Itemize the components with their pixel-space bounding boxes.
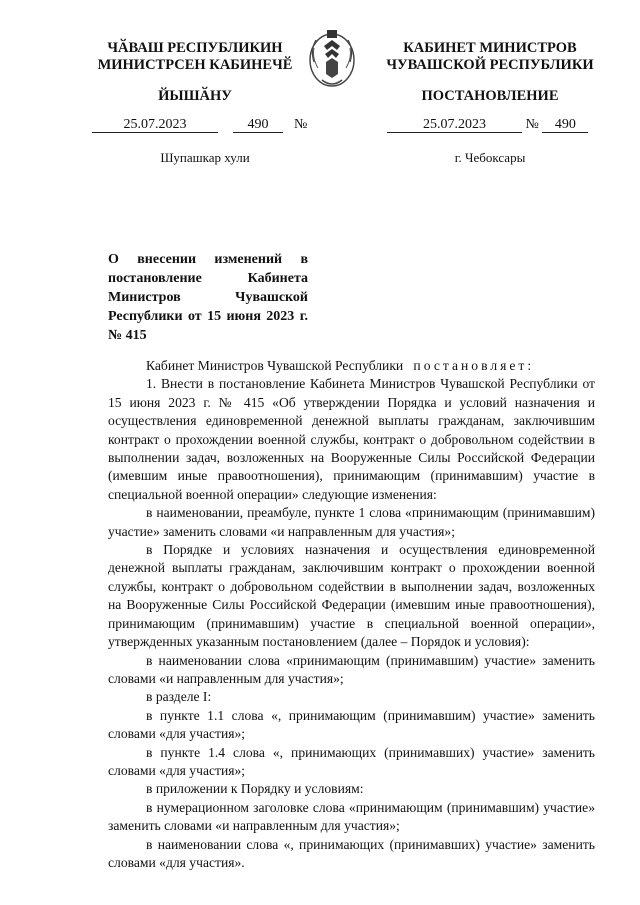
- left-document-kind: ЙЫШӐНУ: [158, 88, 232, 104]
- left-number: 490: [233, 117, 283, 133]
- right-date-number: [387, 117, 588, 135]
- right-number-sign: №: [525, 117, 539, 132]
- left-authority-header: [80, 40, 310, 74]
- paragraph: в разделе I:: [146, 689, 212, 705]
- paragraph: в наименовании слова «, принимающих (принимавших) участие» заменить словами «для участия».: [108, 836, 595, 870]
- right-header-line1: КАБИНЕТ МИНИСТРОВ: [403, 40, 577, 56]
- right-number: 490: [542, 117, 588, 133]
- left-city: Шупашкар хули: [160, 150, 250, 165]
- left-date-number: [92, 117, 307, 135]
- paragraph: в наименовании, преамбуле, пункте 1 слова «принимающим (принимавшим) участие» заменить словами «и направленным для участия»;: [108, 505, 595, 539]
- paragraph: в нумерационном заголовке слова «принимающим (принимавшим) участие» заменить словами «и направленным для участия»;: [108, 799, 595, 834]
- right-date: 25.07.2023: [387, 117, 522, 133]
- chuvash-emblem-icon: [300, 22, 364, 94]
- paragraph: в Порядке и условиях назначения и осуществления единовременной денежной выплаты гражданам, заключившим контракт о прохождении военной службы, контракт о добровольном содействии в выполнении задач, возложенных на Вооруженные Силы Российской Федерации (имевшим иные правоотношения), принимающим (принимавшим) участие в специальной военной операции», утвержденных указанным постановлением (далее – Порядок и условия):: [108, 542, 595, 650]
- paragraph: в пункте 1.1 слова «, принимающим (принимавшим) участие» заменить словами «для участия»;: [108, 707, 595, 742]
- left-number-sign: №: [294, 117, 308, 132]
- right-document-kind: ПОСТАНОВЛЕНИЕ: [421, 88, 559, 104]
- right-city: г. Чебоксары: [454, 150, 526, 165]
- right-authority-header: [385, 40, 595, 74]
- left-date: 25.07.2023: [92, 117, 218, 133]
- left-header-line1: ЧӐВАШ РЕСПУБЛИКИН: [107, 40, 283, 56]
- left-header-line2: МИНИСТРСЕН КАБИНЕЧӖ: [97, 57, 293, 73]
- right-header-line2: ЧУВАШСКОЙ РЕСПУБЛИКИ: [386, 57, 594, 73]
- paragraph: 1. Внести в постановление Кабинета Министров Чувашской Республики от 15 июня 2023 г. № 415 «Об утверждении Порядка и условий назначения и осуществления единовременной денежной выплаты гражданам, заключившим контракт о прохождении военной службы, контракт о добровольном содействии в выполнении задач, возложенных на Вооруженные Силы Российской Федерации (имевшим иные правоотношения), принимающим (принимавшим) участие в специальной военной операции» следующие изменения:: [108, 376, 595, 502]
- paragraph: в наименовании слова «принимающим (принимавшим) участие» заменить словами «и направленным для участия»;: [108, 652, 595, 686]
- preamble-authority: Кабинет Министров Чувашской Республики: [146, 358, 404, 373]
- preamble: [108, 357, 595, 375]
- document-body: [108, 357, 595, 872]
- document-subject: О внесении изменений в постановление Кабинета Министров Чувашской Республики от 15 июня 2023 г. № 415: [108, 252, 308, 343]
- paragraph: в пункте 1.4 слова «, принимающих (принимавших) участие» заменить словами «для участия»;: [108, 744, 595, 778]
- paragraph: в приложении к Порядку и условиям:: [146, 781, 364, 797]
- preamble-verb: постановляет:: [413, 358, 535, 373]
